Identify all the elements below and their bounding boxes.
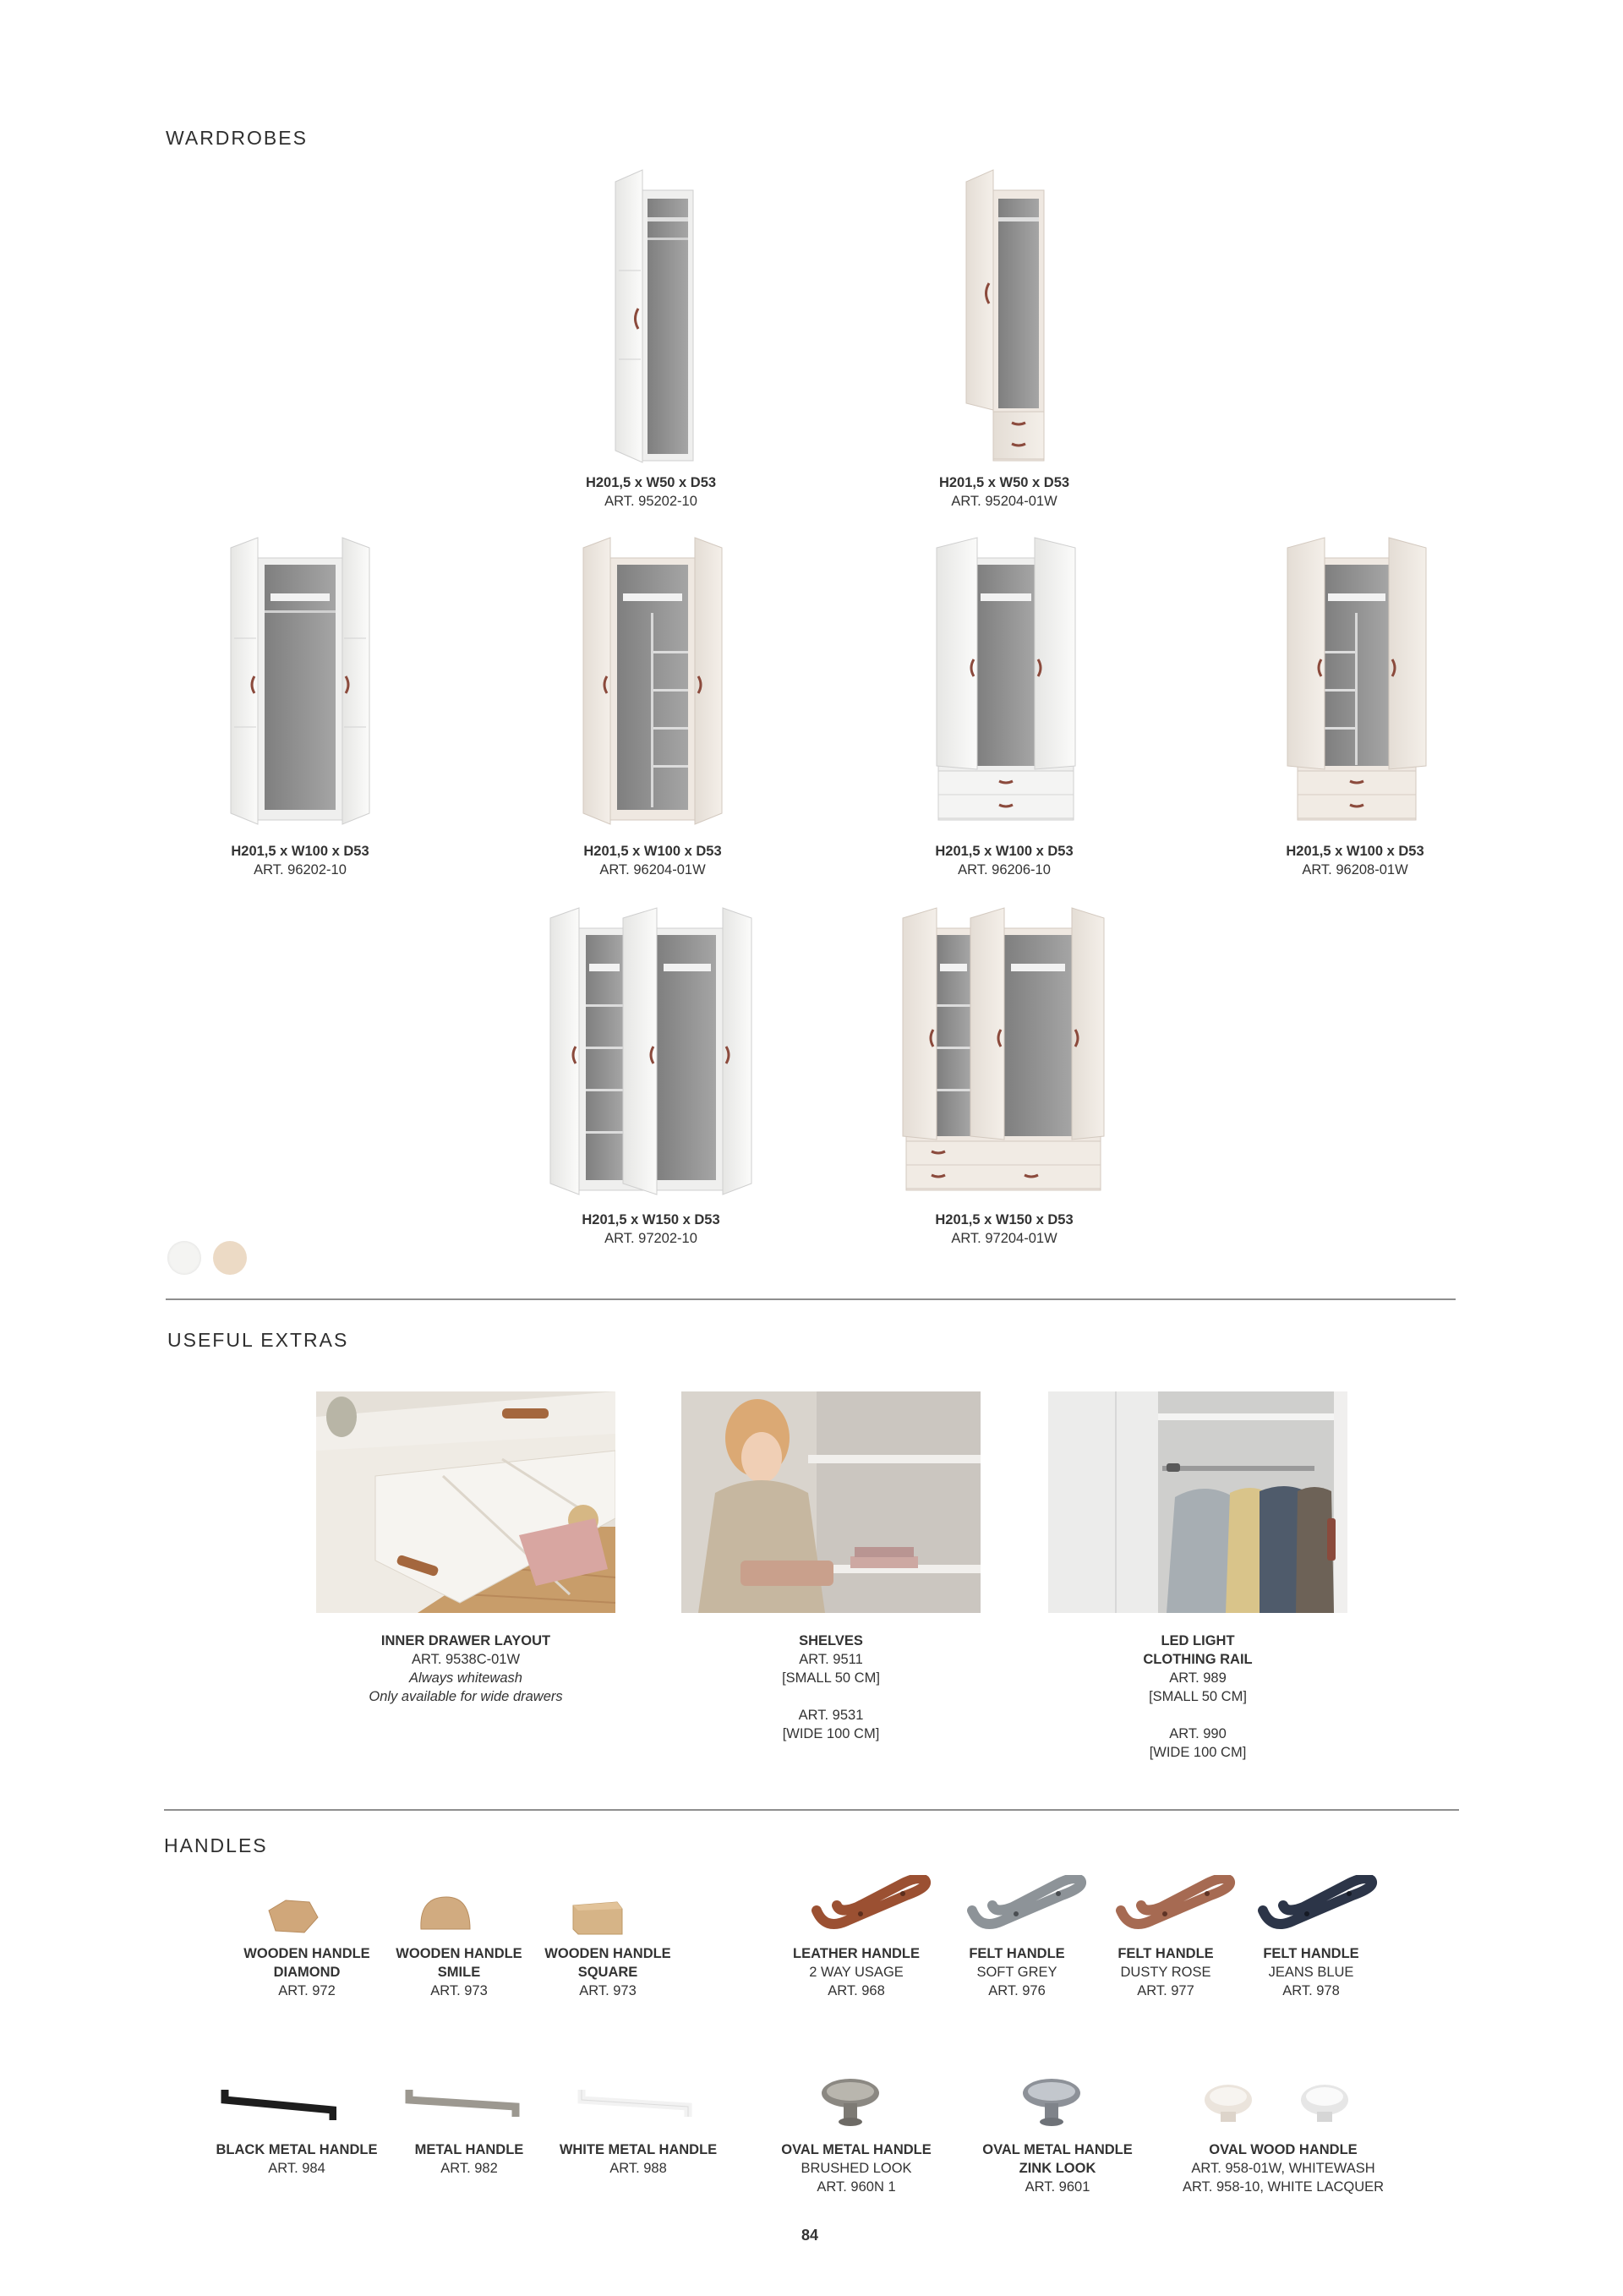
handle-caption [759, 2140, 954, 2196]
section-title-extras: USEFUL EXTRAS [167, 1329, 349, 1351]
led-rail-caption [1053, 1632, 1342, 1762]
wooden-handle-diamond-image [260, 1895, 325, 1938]
wardrobe-art-number: ART. 96206-10 [958, 862, 1051, 877]
wardrobe-art-number: ART. 95204-01W [951, 494, 1057, 509]
handle-art-number: ART. 960N 1 [817, 2179, 896, 2195]
felt-handle-soft-grey-image [965, 1875, 1090, 1938]
handle-name: WOODEN HANDLE [243, 1946, 370, 1961]
handle-name: LEATHER HANDLE [792, 1946, 921, 1961]
wooden-handle-square-image [568, 1897, 627, 1939]
handle-name: FELT HANDLE [1263, 1946, 1359, 1961]
handle-name: WHITE METAL HANDLE [559, 2142, 718, 2157]
handle-variant: ZINK LOOK [1019, 2161, 1096, 2176]
handle-variant: DUSTY ROSE [1120, 1965, 1211, 1980]
wardrobe-caption [543, 842, 762, 879]
wardrobe-art-number: ART. 97202-10 [604, 1231, 697, 1246]
oval-metal-handle-brushed-image [817, 2075, 884, 2129]
shelves-photo [681, 1391, 981, 1613]
handle-variant: SOFT GREY [976, 1965, 1057, 1980]
handle-variant: JEANS BLUE [1268, 1965, 1354, 1980]
wardrobe-97202-10-image [545, 903, 757, 1207]
shelves-caption [686, 1632, 975, 1743]
felt-handle-jeans-blue-image [1256, 1875, 1381, 1938]
handle-name: FELT HANDLE [969, 1946, 1065, 1961]
handle-art-number: ART. 973 [579, 1983, 637, 1998]
black-metal-handle-image [218, 2081, 336, 2124]
extra-art-number: ART. 9511 [799, 1652, 863, 1667]
extra-title: SHELVES [799, 1633, 863, 1648]
handle-caption [379, 1944, 539, 2000]
handle-art-number: ART. 972 [278, 1983, 336, 1998]
handle-variant: SQUARE [577, 1965, 638, 1980]
extra-size: [WIDE 100 CM] [1149, 1745, 1247, 1760]
wardrobe-dimensions: H201,5 x W100 x D53 [935, 844, 1074, 859]
extra-art-number: ART. 9538C-01W [411, 1652, 521, 1667]
extra-art-number: ART. 989 [1169, 1670, 1227, 1686]
wardrobe-caption [894, 473, 1114, 511]
extra-size: [SMALL 50 CM] [1149, 1689, 1247, 1704]
divider [164, 1809, 1459, 1811]
oval-wood-handle-white-lacquer-image [1297, 2081, 1352, 2125]
handle-art-number: ART. 9601 [1025, 2179, 1090, 2195]
felt-handle-dusty-rose-image [1114, 1875, 1239, 1938]
handle-caption [541, 2140, 735, 2178]
extra-title: CLOTHING RAIL [1143, 1652, 1253, 1667]
handle-name: FELT HANDLE [1118, 1946, 1214, 1961]
handle-name: OVAL METAL HANDLE [982, 2142, 1133, 2157]
handle-caption [1085, 1944, 1246, 2000]
handle-art-number: ART. 968 [828, 1983, 885, 1998]
wardrobe-dimensions: H201,5 x W100 x D53 [583, 844, 722, 859]
handle-art-number: ART. 984 [268, 2161, 325, 2176]
handle-caption [372, 2140, 566, 2178]
handle-caption [527, 1944, 688, 2000]
handle-caption [199, 2140, 394, 2178]
divider [166, 1298, 1456, 1300]
wardrobe-art-number: ART. 97204-01W [951, 1231, 1057, 1246]
handle-art-number: ART. 958-01W, WHITEWASH [1191, 2161, 1375, 2176]
wardrobe-96202-10-image [224, 533, 376, 837]
wardrobe-caption [541, 473, 761, 511]
wardrobe-dimensions: H201,5 x W50 x D53 [585, 475, 717, 490]
handle-caption [227, 1944, 387, 2000]
handle-name: WOODEN HANDLE [544, 1946, 671, 1961]
extra-art-number: ART. 9531 [798, 1708, 864, 1723]
extra-size: [SMALL 50 CM] [782, 1670, 880, 1686]
wardrobe-dimensions: H201,5 x W100 x D53 [1286, 844, 1424, 859]
extra-size: [WIDE 100 CM] [782, 1726, 880, 1741]
oval-metal-handle-zink-image [1018, 2075, 1085, 2129]
wardrobe-dimensions: H201,5 x W150 x D53 [582, 1212, 720, 1227]
whitewash-swatch [213, 1241, 247, 1275]
wardrobe-caption [894, 842, 1114, 879]
handle-art-number: ART. 982 [440, 2161, 498, 2176]
wardrobe-96204-01w-image [577, 533, 729, 837]
handle-art-number: ART. 977 [1137, 1983, 1194, 1998]
wardrobe-art-number: ART. 96204-01W [599, 862, 706, 877]
led-clothing-rail-photo [1048, 1391, 1347, 1613]
extra-title: LED LIGHT [1161, 1633, 1235, 1648]
handle-variant: BRUSHED LOOK [801, 2161, 912, 2176]
handle-art-number: ART. 988 [609, 2161, 667, 2176]
wardrobe-dimensions: H201,5 x W150 x D53 [935, 1212, 1074, 1227]
inner-drawer-caption [321, 1632, 610, 1706]
wardrobe-caption [894, 1211, 1114, 1248]
extra-note: Always whitewash [409, 1670, 522, 1686]
handle-variant: DIAMOND [273, 1965, 341, 1980]
extra-note: Only available for wide drawers [369, 1689, 563, 1704]
handle-caption [1156, 2140, 1410, 2196]
extra-title: INNER DRAWER LAYOUT [380, 1633, 551, 1648]
wardrobe-caption [541, 1211, 761, 1248]
wardrobe-97204-01w-image [898, 903, 1109, 1207]
handle-name: WOODEN HANDLE [396, 1946, 522, 1961]
handle-art-number: ART. 958-10, WHITE LACQUER [1182, 2179, 1385, 2195]
inner-drawer-layout-photo [316, 1391, 615, 1613]
handle-art-number: ART. 976 [988, 1983, 1046, 1998]
metal-handle-image [402, 2081, 521, 2124]
wardrobe-art-number: ART. 96202-10 [254, 862, 347, 877]
white-swatch [167, 1241, 201, 1275]
handle-caption [937, 1944, 1097, 2000]
handle-caption [1231, 1944, 1391, 2000]
page-number: 84 [801, 2227, 819, 2244]
wardrobe-caption [190, 842, 410, 879]
wardrobe-caption [1245, 842, 1465, 879]
handle-variant: 2 WAY USAGE [809, 1965, 904, 1980]
wardrobe-96206-10-image [930, 533, 1082, 837]
handle-variant: SMILE [437, 1965, 481, 1980]
wardrobe-96208-01w-image [1281, 533, 1433, 837]
wooden-handle-smile-image [416, 1892, 475, 1938]
leather-handle-image [810, 1875, 935, 1938]
section-title-wardrobes: WARDROBES [166, 127, 308, 149]
handle-name: OVAL METAL HANDLE [781, 2142, 932, 2157]
handle-name: METAL HANDLE [414, 2142, 524, 2157]
oval-wood-handle-whitewash-image [1200, 2081, 1256, 2125]
wardrobe-95204-01w-image [959, 165, 1052, 469]
handle-art-number: ART. 973 [430, 1983, 488, 1998]
wardrobe-art-number: ART. 96208-01W [1302, 862, 1408, 877]
handle-art-number: ART. 978 [1282, 1983, 1340, 1998]
white-metal-handle-image [575, 2081, 693, 2124]
handle-caption [960, 2140, 1155, 2196]
handle-name: BLACK METAL HANDLE [216, 2142, 378, 2157]
section-title-handles: HANDLES [164, 1834, 268, 1856]
wardrobe-dimensions: H201,5 x W100 x D53 [231, 844, 369, 859]
wardrobe-95202-10-image [609, 165, 702, 469]
wardrobe-dimensions: H201,5 x W50 x D53 [938, 475, 1070, 490]
handle-name: OVAL WOOD HANDLE [1209, 2142, 1358, 2157]
wardrobe-art-number: ART. 95202-10 [604, 494, 697, 509]
extra-art-number: ART. 990 [1169, 1726, 1227, 1741]
handle-caption [776, 1944, 937, 2000]
